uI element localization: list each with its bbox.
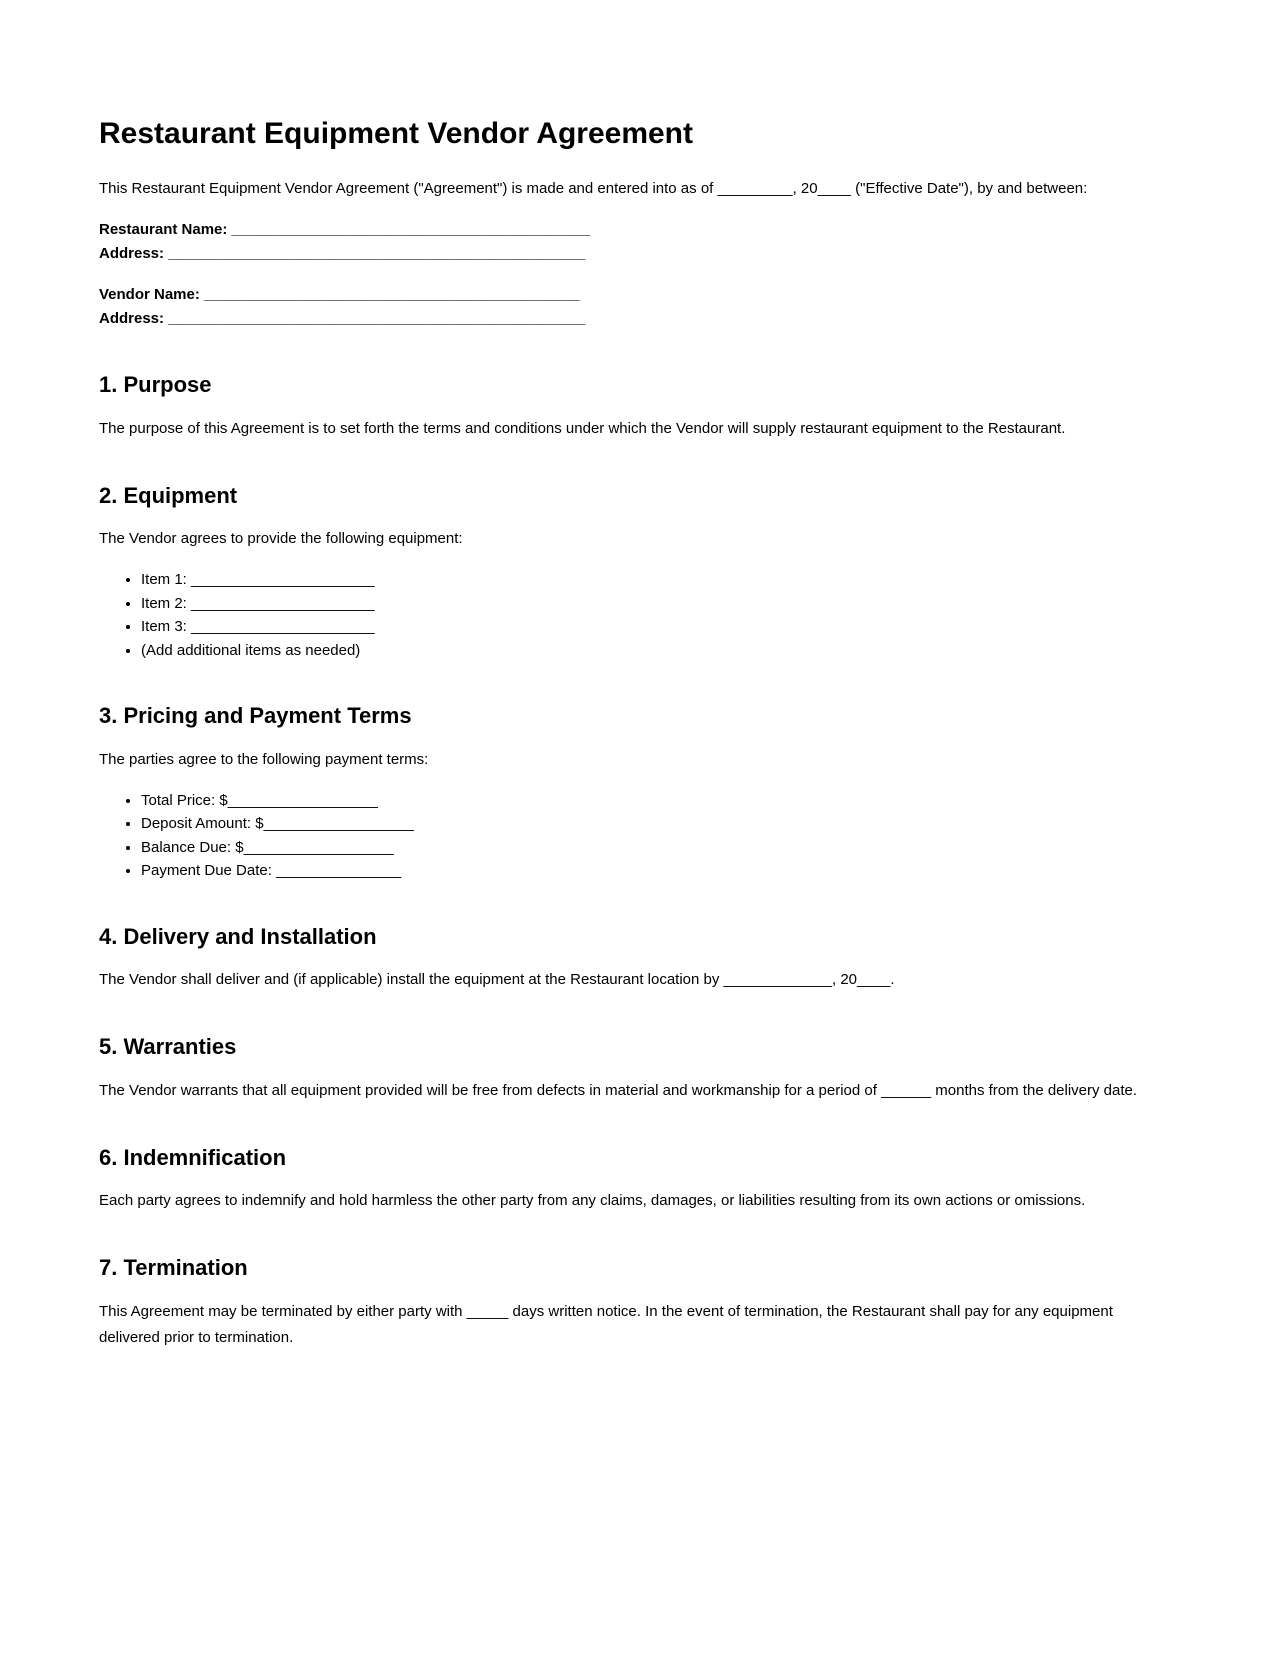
restaurant-party-block	[99, 218, 1164, 266]
section-purpose-body: The purpose of this Agreement is to set forth the terms and conditions under which the Vendor will supply restaurant equipment to the Restaurant.	[99, 419, 1066, 437]
list-item: • Item 3: ______________________	[141, 615, 1164, 639]
section-delivery-body: The Vendor shall deliver and (if applicable) install the equipment at the Restaurant location by _____________, 20____.	[99, 971, 895, 988]
section-termination-heading: 7. Termination	[99, 1255, 248, 1280]
section-termination-body: This Agreement may be terminated by either party with _____ days written notice. In the event of termination, the Restaurant shall pay for any equipment delivered prior to termination.	[99, 1302, 1113, 1346]
section-pricing-body: The parties agree to the following payment terms:	[99, 750, 429, 768]
section-pricing-heading: 3. Pricing and Payment Terms	[99, 703, 412, 728]
restaurant-name-label: Restaurant Name:	[99, 221, 228, 238]
list-item: • Total Price: $__________________	[141, 789, 1164, 813]
vendor-party-block	[99, 283, 1164, 331]
equipment-list	[99, 568, 1164, 662]
section-warranties	[99, 1033, 1164, 1104]
section-equipment-heading: 2. Equipment	[99, 482, 238, 508]
restaurant-name-blank: ___________________________________________	[231, 221, 591, 238]
section-indemnification	[99, 1144, 1164, 1215]
list-item: • Item 2: ______________________	[141, 592, 1164, 616]
section-warranties-body: The Vendor warrants that all equipment provided will be free from defects in material and workmanship for a period of ______ months from the delivery date.	[99, 1081, 1138, 1099]
restaurant-name-row	[99, 218, 1164, 242]
list-item: • Deposit Amount: $__________________	[141, 812, 1164, 836]
section-warranties-heading: 5. Warranties	[99, 1034, 237, 1059]
restaurant-address-row	[99, 242, 1164, 266]
payment-terms-list	[99, 789, 1164, 883]
list-item: • Item 1: ______________________	[141, 568, 1164, 592]
section-delivery-heading: 4. Delivery and Installation	[99, 923, 377, 949]
list-item: • Payment Due Date: _______________	[141, 859, 1164, 883]
vendor-name-blank: _____________________________________________	[204, 286, 580, 303]
vendor-address-blank: __________________________________________________	[168, 310, 586, 327]
section-equipment	[99, 482, 1164, 663]
restaurant-address-label: Address:	[99, 245, 165, 262]
section-indemnification-heading: 6. Indemnification	[99, 1144, 287, 1170]
document-title: Restaurant Equipment Vendor Agreement	[99, 117, 693, 150]
vendor-name-label: Vendor Name:	[99, 286, 200, 303]
section-indemnification-body: Each party agrees to indemnify and hold harmless the other party from any claims, damages, or liabilities resulting from its own actions or omissions.	[99, 1192, 1086, 1209]
section-delivery	[99, 923, 1164, 994]
vendor-address-label: Address:	[99, 310, 165, 327]
vendor-address-row	[99, 307, 1164, 331]
list-item: • (Add additional items as needed)	[141, 639, 1164, 663]
intro-paragraph: This Restaurant Equipment Vendor Agreement ("Agreement") is made and entered into as of _________, 20____ ("Effective Date"), by and between:	[99, 180, 1088, 197]
section-pricing	[99, 702, 1164, 883]
section-termination	[99, 1254, 1164, 1351]
list-item: • Balance Due: $__________________	[141, 836, 1164, 860]
section-purpose-heading: 1. Purpose	[99, 372, 212, 397]
vendor-name-row	[99, 283, 1164, 307]
section-equipment-body: The Vendor agrees to provide the following equipment:	[99, 530, 463, 547]
restaurant-address-blank: __________________________________________________	[168, 245, 586, 262]
section-purpose	[99, 371, 1164, 442]
